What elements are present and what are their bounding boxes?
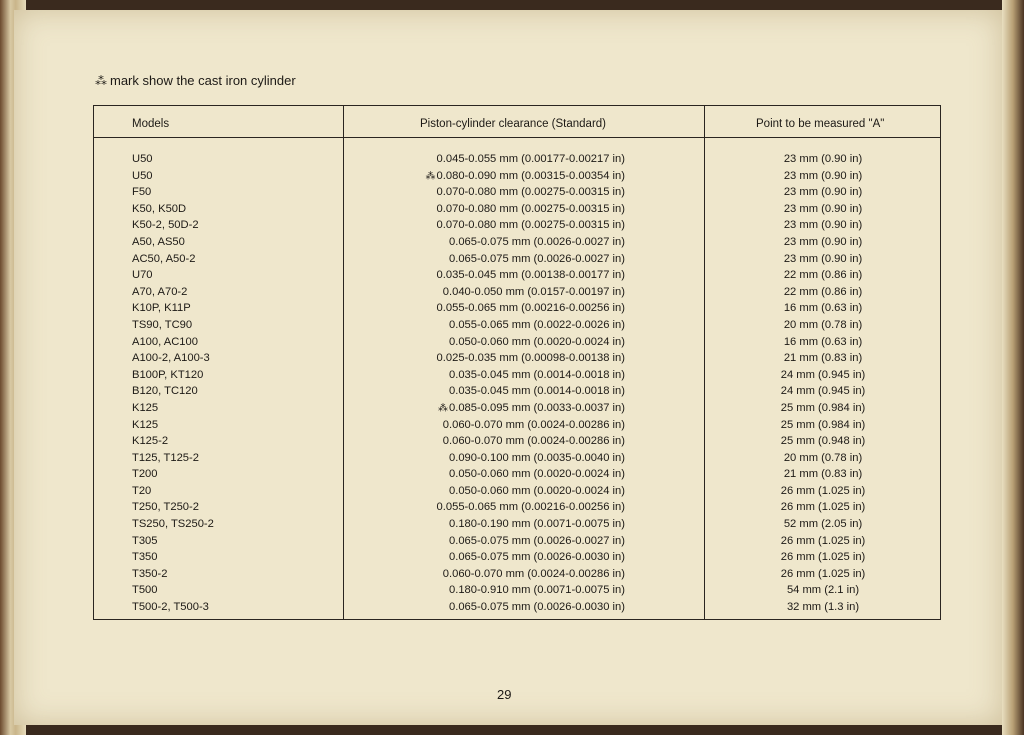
model-cell: B120, TC120: [132, 385, 198, 398]
clearance-cell: [339, 435, 625, 447]
table-row: [94, 319, 940, 336]
table-row: [94, 385, 940, 402]
clearance-cell: [339, 219, 625, 231]
point-cell: 23 mm (0.90 in): [783, 169, 863, 182]
clearance-cell: [339, 170, 625, 182]
table-row: [94, 153, 940, 170]
clearance-value: 0.065-0.075 mm (0.0026-0.0030 in): [448, 601, 625, 614]
point-cell: 21 mm (0.83 in): [783, 352, 863, 365]
table-body: [94, 153, 940, 618]
table-row: [94, 501, 940, 518]
clearance-value: 0.055-0.065 mm (0.00216-0.00256 in): [436, 302, 625, 315]
clearance-cell: [339, 336, 625, 348]
cast-iron-note: [95, 73, 296, 88]
table-row: [94, 253, 940, 270]
clearance-cell: [339, 153, 625, 165]
model-cell: K50-2, 50D-2: [132, 219, 199, 232]
clearance-cell: [339, 584, 625, 596]
table-row: [94, 518, 940, 535]
clearance-value: 0.060-0.070 mm (0.0024-0.00286 in): [442, 435, 625, 448]
point-cell: 23 mm (0.90 in): [783, 186, 863, 199]
clearance-value: 0.035-0.045 mm (0.00138-0.00177 in): [436, 269, 625, 282]
point-cell: 22 mm (0.86 in): [783, 285, 863, 298]
point-cell: 32 mm (1.3 in): [786, 601, 860, 614]
header-clearance: Piston-cylinder clearance (Standard): [420, 118, 607, 130]
model-cell: T500: [132, 584, 158, 597]
point-cell: 23 mm (0.90 in): [783, 219, 863, 232]
cast-iron-mark-icon: ⁂: [437, 402, 448, 414]
point-cell: 21 mm (0.83 in): [783, 468, 863, 481]
table-row: [94, 601, 940, 618]
clearance-cell: [339, 468, 625, 480]
point-cell: 22 mm (0.86 in): [783, 269, 863, 282]
clearance-value: 0.050-0.060 mm (0.0020-0.0024 in): [448, 484, 625, 497]
clearance-cell: [339, 253, 625, 265]
point-cell: 23 mm (0.90 in): [783, 235, 863, 248]
table-row: [94, 170, 940, 187]
point-cell: 25 mm (0.984 in): [780, 401, 866, 414]
clearance-value: 0.035-0.045 mm (0.0014-0.0018 in): [448, 385, 625, 398]
model-cell: T125, T125-2: [132, 451, 199, 464]
point-cell: 25 mm (0.948 in): [780, 435, 866, 448]
point-cell: 26 mm (1.025 in): [780, 501, 866, 514]
point-cell: 20 mm (0.78 in): [783, 318, 863, 331]
clearance-value: 0.035-0.045 mm (0.0014-0.0018 in): [448, 368, 625, 381]
clearance-cell: [339, 269, 625, 281]
model-cell: A70, A70-2: [132, 285, 188, 298]
model-cell: U50: [132, 153, 153, 165]
model-cell: F50: [132, 186, 152, 199]
header-divider: [94, 137, 940, 138]
clearance-cell: [339, 385, 625, 397]
table-row: [94, 468, 940, 485]
model-cell: B100P, KT120: [132, 368, 204, 381]
model-cell: T305: [132, 534, 158, 547]
model-cell: K125-2: [132, 435, 169, 448]
table-row: [94, 186, 940, 203]
model-cell: A100-2, A100-3: [132, 352, 210, 365]
clearance-cell: [339, 485, 625, 497]
clearance-value: 0.080-0.090 mm (0.00315-0.00354 in): [436, 169, 625, 182]
table-row: [94, 286, 940, 303]
point-cell: 26 mm (1.025 in): [780, 484, 866, 497]
model-cell: K10P, K11P: [132, 302, 191, 315]
clearance-cell: [339, 601, 625, 613]
table-row: [94, 551, 940, 568]
table-row: [94, 203, 940, 220]
clearance-cell: [339, 452, 625, 464]
model-cell: K50, K50D: [132, 202, 187, 215]
model-cell: K125: [132, 418, 159, 431]
table-row: [94, 435, 940, 452]
point-cell: 52 mm (2.05 in): [783, 518, 863, 531]
asterism-icon: ⁂: [95, 74, 107, 88]
clearance-value: 0.085-0.095 mm (0.0033-0.0037 in): [448, 401, 625, 414]
table-row: [94, 236, 940, 253]
model-cell: T20: [132, 484, 152, 497]
table-row: [94, 336, 940, 353]
note-text: mark show the cast iron cylinder: [110, 73, 296, 88]
point-cell: 24 mm (0.945 in): [780, 385, 866, 398]
clearance-value: 0.045-0.055 mm (0.00177-0.00217 in): [436, 153, 625, 165]
model-cell: K125: [132, 401, 159, 414]
clearance-value: 0.055-0.065 mm (0.0022-0.0026 in): [448, 318, 625, 331]
table-row: [94, 584, 940, 601]
model-cell: T350-2: [132, 567, 168, 580]
page-number: 29: [497, 687, 512, 702]
point-cell: 23 mm (0.90 in): [783, 252, 863, 265]
point-cell: 26 mm (1.025 in): [780, 534, 866, 547]
model-cell: T500-2, T500-3: [132, 601, 209, 614]
model-cell: A50, AS50: [132, 235, 185, 248]
table-row: [94, 485, 940, 502]
model-cell: TS250, TS250-2: [132, 518, 214, 531]
clearance-value: 0.050-0.060 mm (0.0020-0.0024 in): [448, 468, 625, 481]
clearance-value: 0.180-0.910 mm (0.0071-0.0075 in): [448, 584, 625, 597]
clearance-value: 0.090-0.100 mm (0.0035-0.0040 in): [448, 451, 625, 464]
page-edge: [1002, 0, 1024, 735]
clearance-cell: [339, 501, 625, 513]
clearance-cell: [339, 286, 625, 298]
model-cell: U70: [132, 269, 153, 282]
clearance-value: 0.050-0.060 mm (0.0020-0.0024 in): [448, 335, 625, 348]
clearance-cell: [339, 319, 625, 331]
clearance-value: 0.060-0.070 mm (0.0024-0.00286 in): [442, 418, 625, 431]
header-models: Models: [132, 118, 170, 130]
table-row: [94, 269, 940, 286]
table-row: [94, 369, 940, 386]
clearance-value: 0.065-0.075 mm (0.0026-0.0030 in): [448, 551, 625, 564]
clearance-value: 0.065-0.075 mm (0.0026-0.0027 in): [448, 534, 625, 547]
clearance-value: 0.070-0.080 mm (0.00275-0.00315 in): [436, 186, 625, 199]
model-cell: T200: [132, 468, 158, 481]
clearance-cell: [339, 369, 625, 381]
clearance-value: 0.025-0.035 mm (0.00098-0.00138 in): [436, 352, 625, 365]
model-cell: T350: [132, 551, 158, 564]
model-cell: AC50, A50-2: [132, 252, 196, 265]
clearance-value: 0.040-0.050 mm (0.0157-0.00197 in): [442, 285, 625, 298]
clearance-value: 0.065-0.075 mm (0.0026-0.0027 in): [448, 235, 625, 248]
table-row: [94, 219, 940, 236]
clearance-table: [93, 105, 941, 620]
clearance-cell: [339, 535, 625, 547]
point-cell: 25 mm (0.984 in): [780, 418, 866, 431]
clearance-cell: [339, 203, 625, 215]
table-row: [94, 452, 940, 469]
point-cell: 24 mm (0.945 in): [780, 368, 866, 381]
point-cell: 20 mm (0.78 in): [783, 451, 863, 464]
clearance-value: 0.070-0.080 mm (0.00275-0.00315 in): [436, 202, 625, 215]
clearance-cell: [339, 551, 625, 563]
clearance-value: 0.180-0.190 mm (0.0071-0.0075 in): [448, 518, 625, 531]
model-cell: T250, T250-2: [132, 501, 199, 514]
table-row: [94, 402, 940, 419]
point-cell: 54 mm (2.1 in): [786, 584, 860, 597]
point-cell: 26 mm (1.025 in): [780, 551, 866, 564]
cast-iron-mark-icon: ⁂: [425, 170, 436, 182]
clearance-cell: [339, 352, 625, 364]
model-cell: U50: [132, 169, 153, 182]
table-row: [94, 352, 940, 369]
model-cell: TS90, TC90: [132, 318, 193, 331]
clearance-cell: [339, 302, 625, 314]
clearance-cell: [339, 236, 625, 248]
clearance-value: 0.065-0.075 mm (0.0026-0.0027 in): [448, 252, 625, 265]
model-cell: A100, AC100: [132, 335, 198, 348]
point-cell: 23 mm (0.90 in): [783, 153, 863, 165]
point-cell: 23 mm (0.90 in): [783, 202, 863, 215]
clearance-value: 0.070-0.080 mm (0.00275-0.00315 in): [436, 219, 625, 232]
clearance-value: 0.055-0.065 mm (0.00216-0.00256 in): [436, 501, 625, 514]
table-row: [94, 568, 940, 585]
point-cell: 26 mm (1.025 in): [780, 567, 866, 580]
point-cell: 16 mm (0.63 in): [783, 302, 863, 315]
table-row: [94, 419, 940, 436]
clearance-cell: [339, 568, 625, 580]
clearance-cell: [339, 402, 625, 414]
table-row: [94, 535, 940, 552]
table-row: [94, 302, 940, 319]
clearance-value: 0.060-0.070 mm (0.0024-0.00286 in): [442, 567, 625, 580]
clearance-cell: [339, 186, 625, 198]
clearance-cell: [339, 419, 625, 431]
clearance-cell: [339, 518, 625, 530]
header-point: Point to be measured "A": [756, 118, 885, 130]
point-cell: 16 mm (0.63 in): [783, 335, 863, 348]
